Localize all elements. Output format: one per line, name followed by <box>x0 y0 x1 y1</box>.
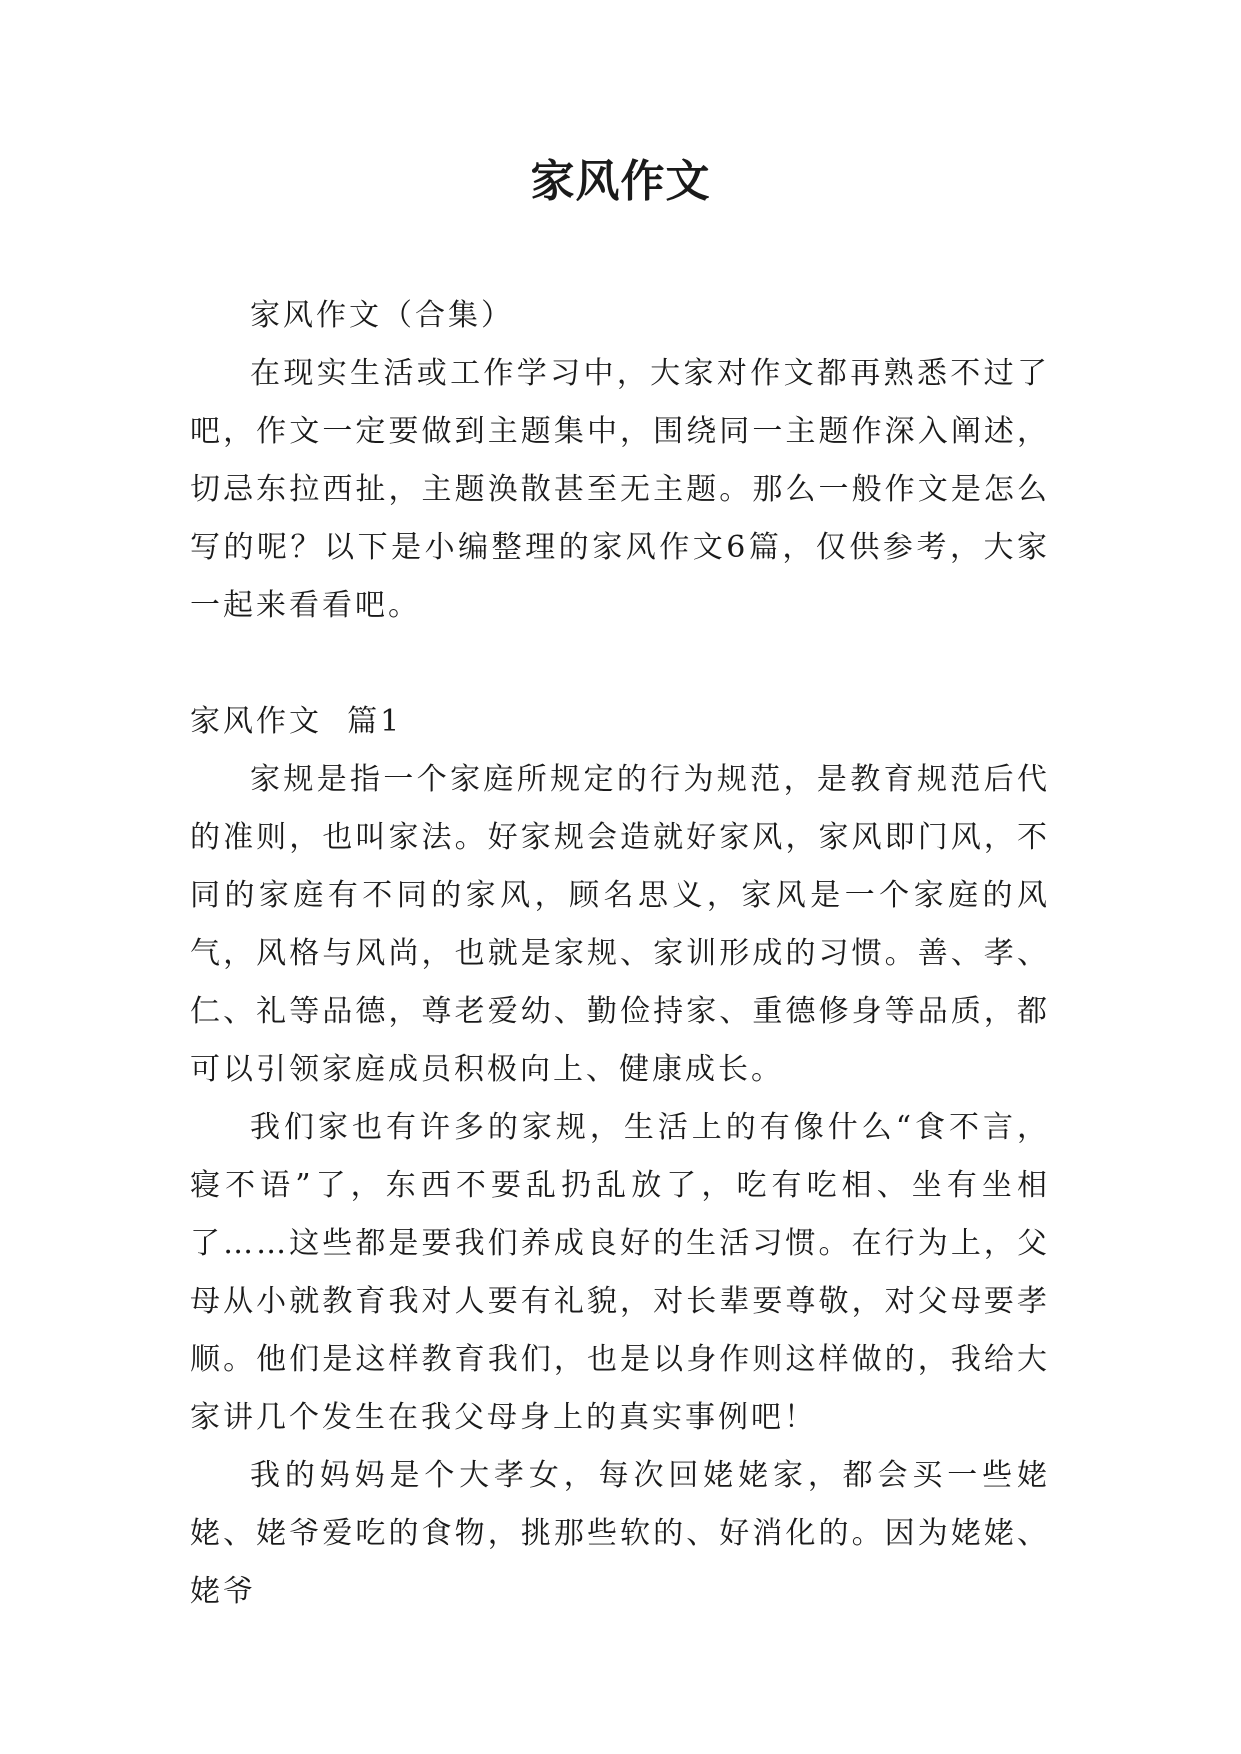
intro-block <box>190 345 1050 635</box>
intro-paragraph: 在现实生活或工作学习中，大家对作文都再熟悉不过了吧，作文一定要做到主题集中，围绕同一主题作深入阐述，切忌东拉西扯，主题涣散甚至无主题。那么一般作文是怎么写的呢？以下是小编整理的家风作文6篇，仅供参考，大家一起来看看吧。 <box>190 356 1050 623</box>
section-1-body <box>190 751 1050 1621</box>
document-title: 家风作文 <box>530 156 711 207</box>
section-1-paragraph-2: 我们家也有许多的家规，生活上的有像什么“食不言，寝不语”了，东西不要乱扔乱放了，吃有吃相、坐有坐相了……这些都是要我们养成良好的生活习惯。在行为上，父母从小就教育我对人要有礼貌，对长辈要尊敬，对父母要孝顺。他们是这样教育我们，也是以身作则这样做的，我给大家讲几个发生在我父母身上的真实事例吧！ <box>190 1110 1050 1435</box>
section-1-paragraph-1: 家规是指一个家庭所规定的行为规范，是教育规范后代的准则，也叫家法。好家规会造就好家风，家风即门风，不同的家庭有不同的家风，顾名思义，家风是一个家庭的风气，风格与风尚，也就是家规、家训形成的习惯。善、孝、仁、礼等品德，尊老爱幼、勤俭持家、重德修身等品质，都可以引领家庭成员积极向上、健康成长。 <box>190 762 1050 1087</box>
section-1-paragraph-3: 我的妈妈是个大孝女，每次回姥姥家，都会买一些姥姥、姥爷爱吃的食物，挑那些软的、好消化的。因为姥姥、姥爷 <box>190 1458 1050 1609</box>
document-subtitle: 家风作文（合集） <box>250 298 514 333</box>
section-1-heading-block <box>190 693 1050 751</box>
section-1-heading: 家风作文 篇1 <box>190 704 403 739</box>
